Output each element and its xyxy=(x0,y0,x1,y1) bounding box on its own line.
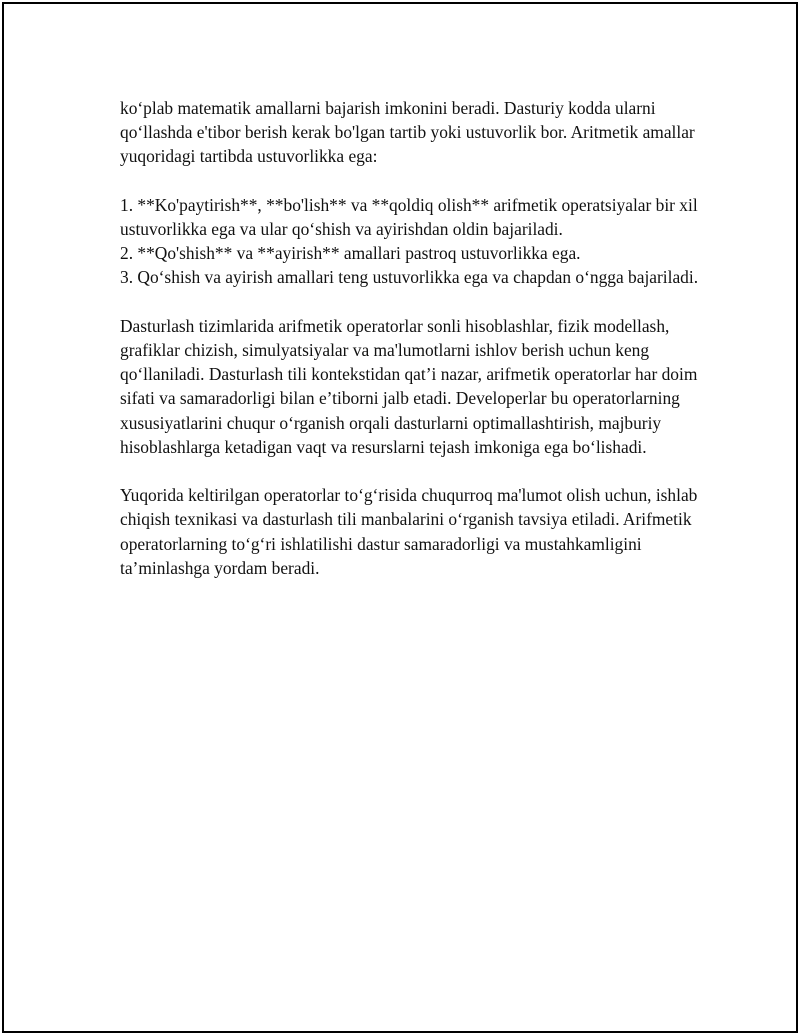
document-page xyxy=(2,2,798,1033)
precedence-list xyxy=(120,193,700,290)
list-item: 1. **Ko'paytirish**, **bo'lish** va **qoldiq olish** arifmetik operatsiyalar bir xil ustuvorlikka ega va ular qo‘shish va ayirishdan oldin bajariladi. xyxy=(120,194,698,239)
list-item: 2. **Qo'shish** va **ayirish** amallari pastroq ustuvorlikka ega. xyxy=(120,243,581,264)
list-item: 3. Qo‘shish va ayirish amallari teng ustuvorlikka ega va chapdan o‘ngga bajariladi. xyxy=(120,267,699,288)
recommendation-paragraph: Yuqorida keltirilgan operatorlar to‘g‘risida chuqurroq ma'lumot olish uchun, ishlab chiqish texnikasi va dasturlash tili manbalarini o‘rganish tavsiya etiladi. Arifmetik operatorlarning to‘g‘ri ishlatilishi dastur samaradorligi va mustahkamligini ta’minlashga yordam beradi. xyxy=(120,485,698,578)
intro-paragraph: ko‘plab matematik amallarni bajarish imkonini beradi. Dasturiy kodda ularni qo‘llashda e'tibor berish kerak bo'lgan tartib yoki ustuvorlik bor. Aritmetik amallar yuqoridagi tartibda ustuvorlikka ega: xyxy=(120,98,695,167)
document-body xyxy=(120,96,700,604)
usage-paragraph: Dasturlash tizimlarida arifmetik operatorlar sonli hisoblashlar, fizik modellash, grafiklar chizish, simulyatsiyalar va ma'lumotlarni ishlov berish uchun keng qo‘llaniladi. Dasturlash tili kontekstidan qat’i nazar, arifmetik operatorlar har doim sifati va samaradorligi bilan e’tiborni jalb etadi. Developerlar bu operatorlarning xususiyatlarini chuqur o‘rganish orqali dasturlarni optimallashtirish, majburiy hisoblashlarga ketadigan vaqt va resurslarni tejash imkoniga ega bo‘lishadi. xyxy=(120,315,698,457)
